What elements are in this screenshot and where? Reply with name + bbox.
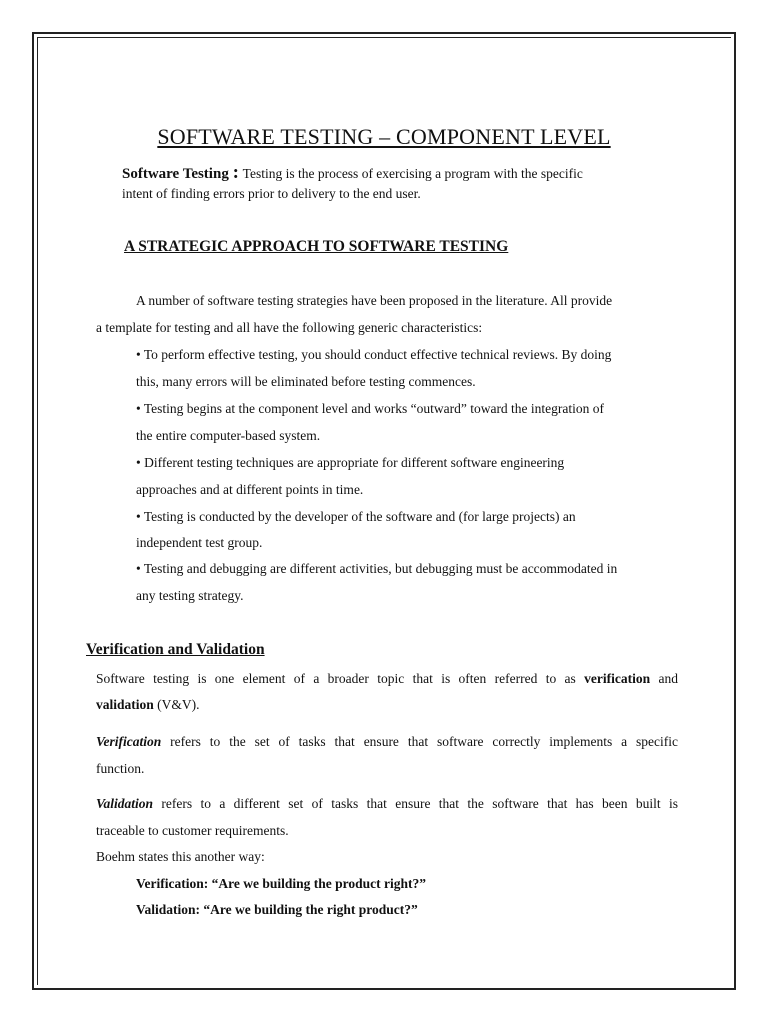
verification-quote: Verification: “Are we building the product right?” — [136, 876, 426, 891]
vv-para2-text: refers to the set of tasks that ensure that software correctly implements a specific — [170, 734, 678, 749]
bullet-4-line1: • Testing is conducted by the developer of the software and (for large projects) an — [136, 509, 576, 524]
verification-term-italic: Verification — [96, 734, 162, 749]
vv-para3-line1 — [96, 796, 678, 812]
bullet-3-line2: approaches and at different points in time. — [136, 482, 364, 497]
validation-quote: Validation: “Are we building the right product?” — [136, 902, 418, 917]
vv-para3-line2: traceable to customer requirements. — [96, 823, 289, 838]
page-title: SOFTWARE TESTING – COMPONENT LEVEL — [157, 124, 611, 149]
strategic-heading: A STRATEGIC APPROACH TO SOFTWARE TESTING — [124, 238, 509, 255]
vv-para1-line2 — [96, 697, 200, 713]
boehm-line: Boehm states this another way: — [96, 849, 265, 864]
vv-para1-line1 — [96, 671, 678, 687]
bullet-2-line2: the entire computer-based system. — [136, 428, 321, 443]
bullet-3-line1: • Different testing techniques are appropriate for different software engineering — [136, 455, 565, 470]
verification-term: verification — [584, 671, 651, 686]
bullet-4-line2: independent test group. — [136, 535, 263, 550]
strategic-para-line2: a template for testing and all have the following generic characteristics: — [96, 320, 483, 335]
vv-para3-text: refers to a different set of tasks that ensure that the software that has been built is — [161, 796, 678, 811]
vv-heading: Verification and Validation — [86, 641, 265, 658]
bullet-5-line2: any testing strategy. — [136, 588, 244, 603]
intro-colon: : — [232, 162, 239, 183]
vv-para2-line2: function. — [96, 761, 145, 776]
bullet-5-line1: • Testing and debugging are different activities, but debugging must be accommodated in — [136, 561, 618, 576]
bullet-1-line1: • To perform effective testing, you should conduct effective technical reviews. By doing — [136, 347, 612, 362]
vv-para1-and: and — [658, 671, 679, 686]
intro-definition-line2: intent of finding errors prior to delivery to the end user. — [122, 186, 421, 201]
intro-term: Software Testing — [122, 166, 229, 182]
validation-term: validation — [96, 697, 154, 712]
bullet-1-line2: this, many errors will be eliminated before testing commences. — [136, 374, 476, 389]
vv-abbrev: (V&V). — [157, 697, 200, 712]
intro-term-line — [122, 162, 583, 184]
strategic-para-line1: A number of software testing strategies have been proposed in the literature. All provide — [136, 293, 613, 308]
validation-term-italic: Validation — [96, 796, 154, 811]
vv-para2-line1 — [96, 734, 678, 750]
bullet-2-line1: • Testing begins at the component level and works “outward” toward the integration of — [136, 401, 605, 416]
vv-para1-text: Software testing is one element of a broader topic that is often referred to as — [96, 671, 576, 686]
intro-definition-line1: Testing is the process of exercising a program with the specific — [242, 166, 583, 181]
